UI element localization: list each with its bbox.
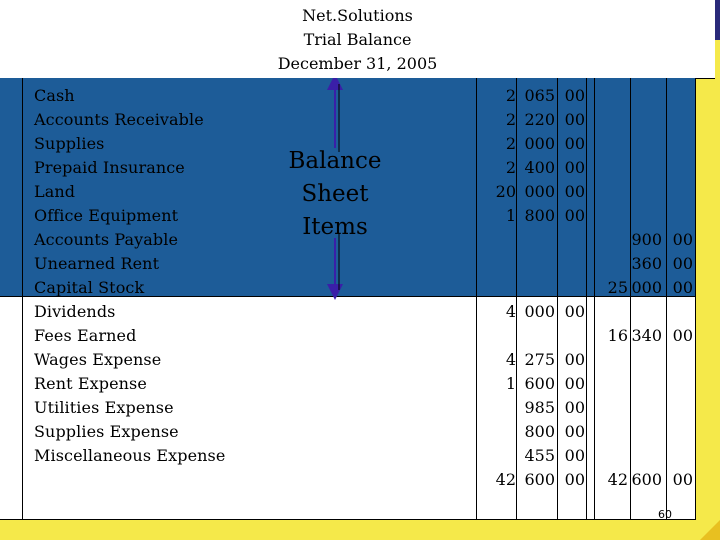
account-name: Cash [34, 86, 75, 105]
account-name: Fees Earned [34, 326, 137, 345]
report-title: Trial Balance [303, 30, 412, 49]
amount-cell: 2 [505, 110, 516, 129]
amount-cell: 800 [524, 422, 555, 441]
amount-cell: 000 [631, 278, 662, 297]
amount-cell: 800 [524, 206, 555, 225]
company-name: Net.Solutions [302, 6, 413, 25]
amount-cell: 00 [564, 110, 585, 129]
amount-cell: 220 [524, 110, 555, 129]
account-name: Miscellaneous Expense [34, 446, 226, 465]
amount-cell: 600 [524, 374, 555, 393]
amount-cell: 1 [505, 206, 516, 225]
account-name: Wages Expense [34, 350, 162, 369]
grid-line [594, 78, 595, 520]
right-border-strip [696, 78, 720, 528]
total-amount: 00 [672, 470, 693, 489]
amount-cell: 275 [524, 350, 555, 369]
grid-line [630, 78, 631, 520]
amount-cell: 00 [672, 230, 693, 249]
amount-cell: 00 [564, 158, 585, 177]
account-name: Utilities Expense [34, 398, 174, 417]
amount-cell: 00 [564, 134, 585, 153]
amount-cell: 20 [495, 182, 516, 201]
amount-cell: 00 [564, 182, 585, 201]
account-name: Office Equipment [34, 206, 179, 225]
amount-cell: 00 [672, 254, 693, 273]
grid-line [586, 78, 587, 520]
account-name: Dividends [34, 302, 116, 321]
total-amount: 00 [564, 470, 585, 489]
account-name: Supplies [34, 134, 105, 153]
amount-cell: 25 [607, 278, 628, 297]
account-name: Accounts Payable [34, 230, 179, 249]
amount-cell: 1 [505, 374, 516, 393]
account-name: Supplies Expense [34, 422, 179, 441]
amount-cell: 4 [505, 302, 516, 321]
amount-cell: 00 [564, 422, 585, 441]
amount-cell: 455 [524, 446, 555, 465]
amount-cell: 000 [524, 134, 555, 153]
account-name: Capital Stock [34, 278, 145, 297]
total-amount: 600 [631, 470, 662, 489]
annotation-line: Items [302, 214, 368, 240]
amount-cell: 340 [631, 326, 662, 345]
page-number: 60 [658, 508, 672, 521]
amount-cell: 000 [524, 182, 555, 201]
grid-line [695, 78, 696, 520]
amount-cell: 985 [524, 398, 555, 417]
annotation-line: Sheet [301, 181, 369, 207]
amount-cell: 400 [524, 158, 555, 177]
amount-cell: 00 [564, 398, 585, 417]
account-name: Unearned Rent [34, 254, 160, 273]
amount-cell: 00 [564, 86, 585, 105]
total-amount: 42 [495, 470, 516, 489]
account-name: Rent Expense [34, 374, 147, 393]
account-name: Prepaid Insurance [34, 158, 185, 177]
balance-sheet-items-label [282, 145, 388, 244]
grid-line [557, 78, 558, 520]
grid-line [666, 78, 667, 520]
grid-line [22, 78, 23, 520]
annotation-line: Balance [288, 148, 382, 174]
grid-line [476, 78, 477, 520]
amount-cell: 00 [564, 446, 585, 465]
amount-cell: 00 [564, 302, 585, 321]
amount-cell: 2 [505, 134, 516, 153]
amount-cell: 00 [672, 278, 693, 297]
amount-cell: 4 [505, 350, 516, 369]
bottom-rule [0, 519, 696, 520]
grid-line [516, 78, 517, 520]
amount-cell: 000 [524, 302, 555, 321]
amount-cell: 2 [505, 158, 516, 177]
corner-triangle-icon [700, 520, 720, 540]
amount-cell: 900 [631, 230, 662, 249]
amount-cell: 2 [505, 86, 516, 105]
amount-cell: 00 [564, 350, 585, 369]
amount-cell: 360 [631, 254, 662, 273]
account-name: Accounts Receivable [34, 110, 204, 129]
total-amount: 600 [524, 470, 555, 489]
amount-cell: 00 [672, 326, 693, 345]
amount-cell: 00 [564, 374, 585, 393]
amount-cell: 00 [564, 206, 585, 225]
total-amount: 42 [607, 470, 628, 489]
account-name: Land [34, 182, 76, 201]
report-date: December 31, 2005 [277, 54, 438, 73]
amount-cell: 16 [607, 326, 628, 345]
amount-cell: 065 [524, 86, 555, 105]
report-header [0, 0, 715, 79]
